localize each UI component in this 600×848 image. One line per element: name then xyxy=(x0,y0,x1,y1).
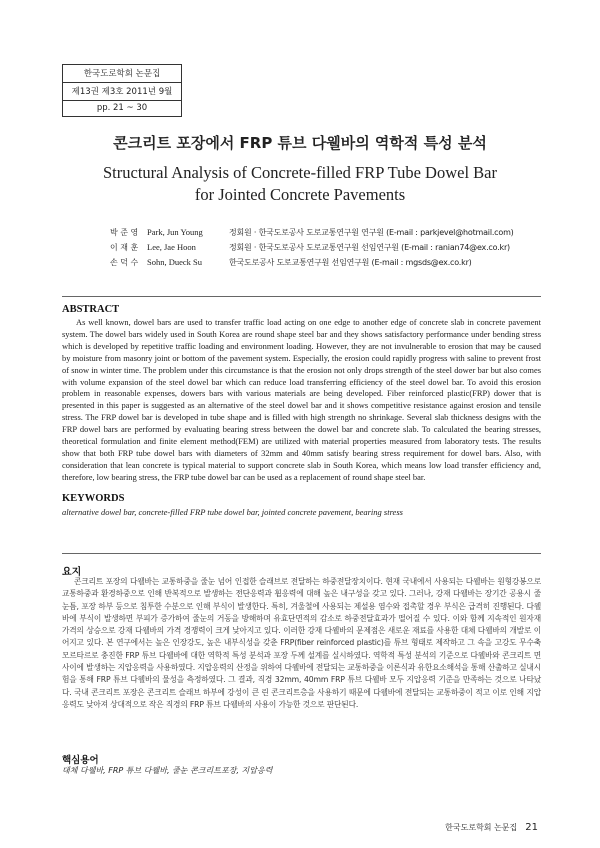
author-name-korean: 손 덕 수 xyxy=(110,258,139,267)
keywords-text: alternative dowel bar, concrete-filled FRP tube dowel bar, jointed concrete pavement, bearing stress xyxy=(62,507,403,517)
journal-info-box xyxy=(62,64,182,117)
author-affiliation: 정회원 · 한국도로공사 도로교통연구원 연구원 (E-mail : parkjevel@hotmail.com) xyxy=(229,228,514,237)
author-affiliation: 정회원 · 한국도로공사 도로교통연구원 선임연구원 (E-mail : ranian74@ex.co.kr) xyxy=(229,243,510,252)
abstract-text: As well known, dowel bars are used to transfer traffic load acting on one edge to another edge of concrete slab in concrete pavement system. The dowel bars widely used in South Korea are round shape steel bar and they shows satisfactory performance under bending stress which is developed by repetitive traffic loading and environment loading. However, they are not invulnerable to erosion that may be caused by moisture from masonry joint or bottom of the pavement system. Especially, the erosion could rapidly progress with saline to prevent frost of snow in winter time. The problem under this circumstance is that the erosion not only drops strength of the steel dower bar but also comes with volume expansion of the steel dowel bar which can reduce load transferring efficiency of the steel dowel bar. To avoid this erosion problem in reasonable expenses, dowers bars with various materials are being developed. Fiber reinforced plastic(FRP) dower that is presented in this paper is suggested as an alternative of the steel dowel bar and it shows competitive resistance against erosion and tensile stress. The FRP dowel bar is developed in tube shape and is filled with high strength no shrinkage. Several slab thickness designs with the FRP dowel bars are performed by evaluating bearing stress between the dowel bar and concrete slab. To calculated the bearing stresses, theoretical formulation and finite element method(FEM) are utilized with material properties measured from laboratory tests. The results show that both FRP tube dowel bars with diameters of 32mm and 40mm satisfy bearing stress requirement for dowel bars. Also, with consideration that lean concrete is typical material to support concrete slab in South Korea, which means low load transfer efficiency and, therefore, low bearing stress, the FRP tube dowel bar can be used as a replacement of round shape steel bar. xyxy=(62,317,541,482)
author-affiliation: 한국도로공사 도로교통연구원 선임연구원 (E-mail : mgsds@ex.co.kr) xyxy=(229,258,472,267)
author-name-english: Lee, Jae Hoon xyxy=(147,242,196,252)
footer-journal-name: 한국도로학회 논문집 xyxy=(445,823,518,832)
journal-issue: 제13권 제3호 2011년 9월 xyxy=(63,82,181,100)
title-english xyxy=(0,162,600,206)
journal-name: 한국도로학회 논문집 xyxy=(83,69,161,79)
author-name-korean: 이 재 훈 xyxy=(110,243,139,252)
author-row xyxy=(110,240,570,255)
author-name-korean: 박 준 영 xyxy=(110,228,139,237)
keywords-korean-heading: 핵심용어 xyxy=(62,755,99,766)
journal-pages: pp. 21 ~ 30 xyxy=(63,100,181,116)
author-row xyxy=(110,225,570,240)
keywords-korean-text: 대체 다웰바, FRP 튜브 다웰바, 줄눈 콘크리트포장, 지압응력 xyxy=(62,766,273,775)
author-row xyxy=(110,255,570,270)
title-korean: 콘크리트 포장에서 FRP 튜브 다웰바의 역학적 특성 분석 xyxy=(113,134,487,152)
author-name-english: Park, Jun Young xyxy=(147,227,203,237)
abstract-heading: ABSTRACT xyxy=(62,304,120,315)
title-english-line-2: for Jointed Concrete Pavements xyxy=(194,185,406,204)
yoji-heading: 요지 xyxy=(62,567,82,578)
divider-yoji xyxy=(62,553,541,554)
divider-abstract xyxy=(62,296,541,297)
author-name-english: Sohn, Dueck Su xyxy=(147,257,203,267)
page-number: 21 xyxy=(525,822,538,833)
page-footer xyxy=(445,822,538,833)
author-list xyxy=(110,225,570,270)
yoji-text: 콘크리트 포장의 다웰바는 교통하중을 줄눈 넘어 인접한 슬래브로 전달하는 하중전달장치이다. 현재 국내에서 사용되는 다웰바는 원형강봉으로 교통하중과 환경하중으로 인해 반복적으로 발생하는 전단응력과 휨응력에 대해 높은 내구성을 갖고 있다. 그러나, 강재 다웰바는 장기간 공용시 줄눈틈, 포장 하부 등으로 침투한 수분으로 인해 부식이 발생한다. 특히, 겨울철에 사용되는 제설용 염수와 접촉할 경우 부식은 급격히 진행된다. 다웰바에 부식이 발생하면 부피가 증가하여 줄눈의 거동을 방해하며 유효단면적의 감소로 하중전달효과가 떨어질 수 있다. 이와 함께 지속적인 원자재 가격의 상승으로 강재 다웰바의 가격 경쟁력이 크게 낮아지고 있다. 이러한 강재 다웰바의 문제점은 새로운 재료를 사용한 대체 다웰바의 개발로 이어지고 있다. 본 연구에서는 높은 인장강도, 높은 내부식성을 갖춘 FRP(fiber reinforced plastic)를 튜브 형태로 제작하고 그 속을 고강도 무수축 모르타르로 충진한 FRP 튜브 다웰바에 대한 역학적 특성 분석과 포장 두께 설계를 실시하였다. 역학적 특성 분석의 기준으로 다웰바와 콘크리트 면 사이에 발생하는 지압응력을 사용하였다. 지압응력의 산정을 위하여 다웰바에 전달되는 교통하중을 이론식과 유한요소해석을 통해 산출하고 실내시험을 통해 FRP 튜브 다웰바의 물성을 측정하였다. 그 결과, 직경 32mm, 40mm FRP 튜브 다웰바 모두 지압응력 기준을 만족하는 것으로 나타났다. 국내 콘크리트 포장은 콘크리트 슬래브 하부에 강성이 큰 린 콘크리트층을 사용하기 때문에 다웰바에 전달되는 교통하중이 적고 이로 인해 지압응력도 낮아져 상대적으로 작은 직경의 FRP 튜브 다웰바의 사용이 가능한 것으로 판단된다. xyxy=(62,577,541,709)
title-english-line-1: Structural Analysis of Concrete-filled FRP Tube Dowel Bar xyxy=(103,163,497,182)
keywords-heading: KEYWORDS xyxy=(62,493,125,504)
